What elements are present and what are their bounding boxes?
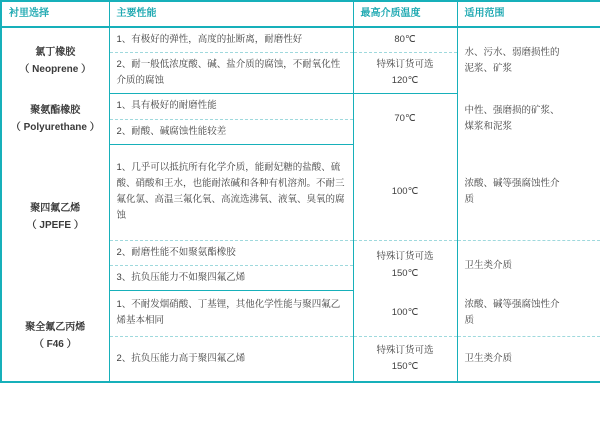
temperature-cell	[353, 336, 457, 382]
temperature-line2: 120℃	[391, 75, 419, 87]
temperature-cell	[353, 94, 457, 144]
material-name-line1: 聚全氟乙丙烯	[25, 321, 86, 333]
performance-cell: 2、耐一般低浓度酸、碱、盐介质的腐蚀，不耐氧化性介质的腐蚀	[109, 53, 353, 94]
application-range-line1: 卫生类介质	[464, 259, 513, 271]
application-range-line2: 质	[464, 315, 475, 327]
performance-cell: 3、抗负压能力不如聚四氟乙烯	[109, 265, 353, 290]
application-range-line2: 泥浆、矿浆	[464, 62, 513, 74]
material-name-line1: 聚氨酯橡胶	[30, 105, 81, 117]
table-row	[1, 27, 600, 53]
temperature-line1: 100℃	[391, 185, 419, 197]
material-name-line2: （ Polyurethane ）	[10, 122, 100, 134]
performance-cell: 1、几乎可以抵抗所有化学介质，能耐妃糖的盐酸、硫酸、硝酸和王水，也能耐浓碱和各种有机溶剂。不耐三氟化氯、高温三氟化氧、高流选沸氧、液氧、臭氧的腐蚀	[109, 144, 353, 240]
column-header-max-temperature: 最高介质温度	[353, 1, 457, 27]
material-name-line2: （ F46 ）	[33, 338, 77, 350]
table-row	[1, 144, 600, 240]
temperature-line1: 特殊订货可选	[376, 251, 434, 263]
application-range-cell	[457, 290, 600, 336]
application-range-cell	[457, 27, 600, 94]
material-name-line1: 聚四氟乙烯	[30, 203, 81, 215]
table-row	[1, 290, 600, 336]
temperature-line1: 70℃	[394, 113, 416, 125]
application-range-line2: 煤浆和泥浆	[464, 121, 513, 133]
temperature-cell	[353, 290, 457, 336]
performance-cell: 2、耐酸、碱腐蚀性能较差	[109, 119, 353, 144]
performance-cell: 2、抗负压能力高于聚四氟乙烯	[109, 336, 353, 382]
temperature-line1: 100℃	[391, 307, 419, 319]
material-name-cell	[1, 27, 109, 94]
temperature-line1: 80℃	[394, 34, 416, 45]
table-body	[1, 27, 600, 382]
temperature-cell	[353, 27, 457, 53]
application-range-cell	[457, 144, 600, 240]
application-range-line1: 浓酸、碱等强腐蚀性介	[464, 177, 560, 189]
temperature-cell	[353, 144, 457, 240]
table-header	[1, 1, 600, 27]
application-range-line1: 中性、强磨损的矿浆、	[464, 104, 560, 116]
material-name-line2: （ JPEFE ）	[26, 220, 84, 232]
material-name-cell	[1, 144, 109, 290]
application-range-cell	[457, 94, 600, 144]
application-range-line2: 质	[464, 193, 475, 205]
application-range-cell	[457, 240, 600, 290]
material-name-cell	[1, 94, 109, 144]
material-name-cell	[1, 290, 109, 382]
table-row	[1, 94, 600, 119]
performance-cell: 2、耐磨性能不如聚氨酯橡胶	[109, 240, 353, 265]
temperature-line2: 150℃	[391, 267, 419, 279]
material-name-line1: 氯丁橡胶	[35, 46, 76, 58]
temperature-line1: 特殊订货可选	[376, 345, 434, 357]
temperature-cell	[353, 240, 457, 290]
application-range-line1: 浓酸、碱等强腐蚀性介	[464, 299, 560, 311]
application-range-line1: 水、污水、弱磨损性的	[464, 46, 560, 58]
material-name-line2: （ Neoprene ）	[19, 63, 92, 75]
temperature-line1: 特殊订货可选	[376, 59, 434, 71]
temperature-cell	[353, 53, 457, 94]
column-header-performance: 主要性能	[109, 1, 353, 27]
temperature-line2: 150℃	[391, 361, 419, 373]
table-header-row	[1, 1, 600, 27]
application-range-cell	[457, 336, 600, 382]
application-range-line1: 卫生类介质	[464, 353, 513, 365]
column-header-application-range: 适用范围	[457, 1, 600, 27]
performance-cell: 1、具有极好的耐磨性能	[109, 94, 353, 119]
performance-cell: 1、有极好的弹性，高度的扯断离，耐磨性好	[109, 27, 353, 53]
column-header-lining: 衬里选择	[1, 1, 109, 27]
performance-cell: 1、不耐发烟硝酸、丁基锂，其他化学性能与聚四氟乙烯基本相同	[109, 290, 353, 336]
